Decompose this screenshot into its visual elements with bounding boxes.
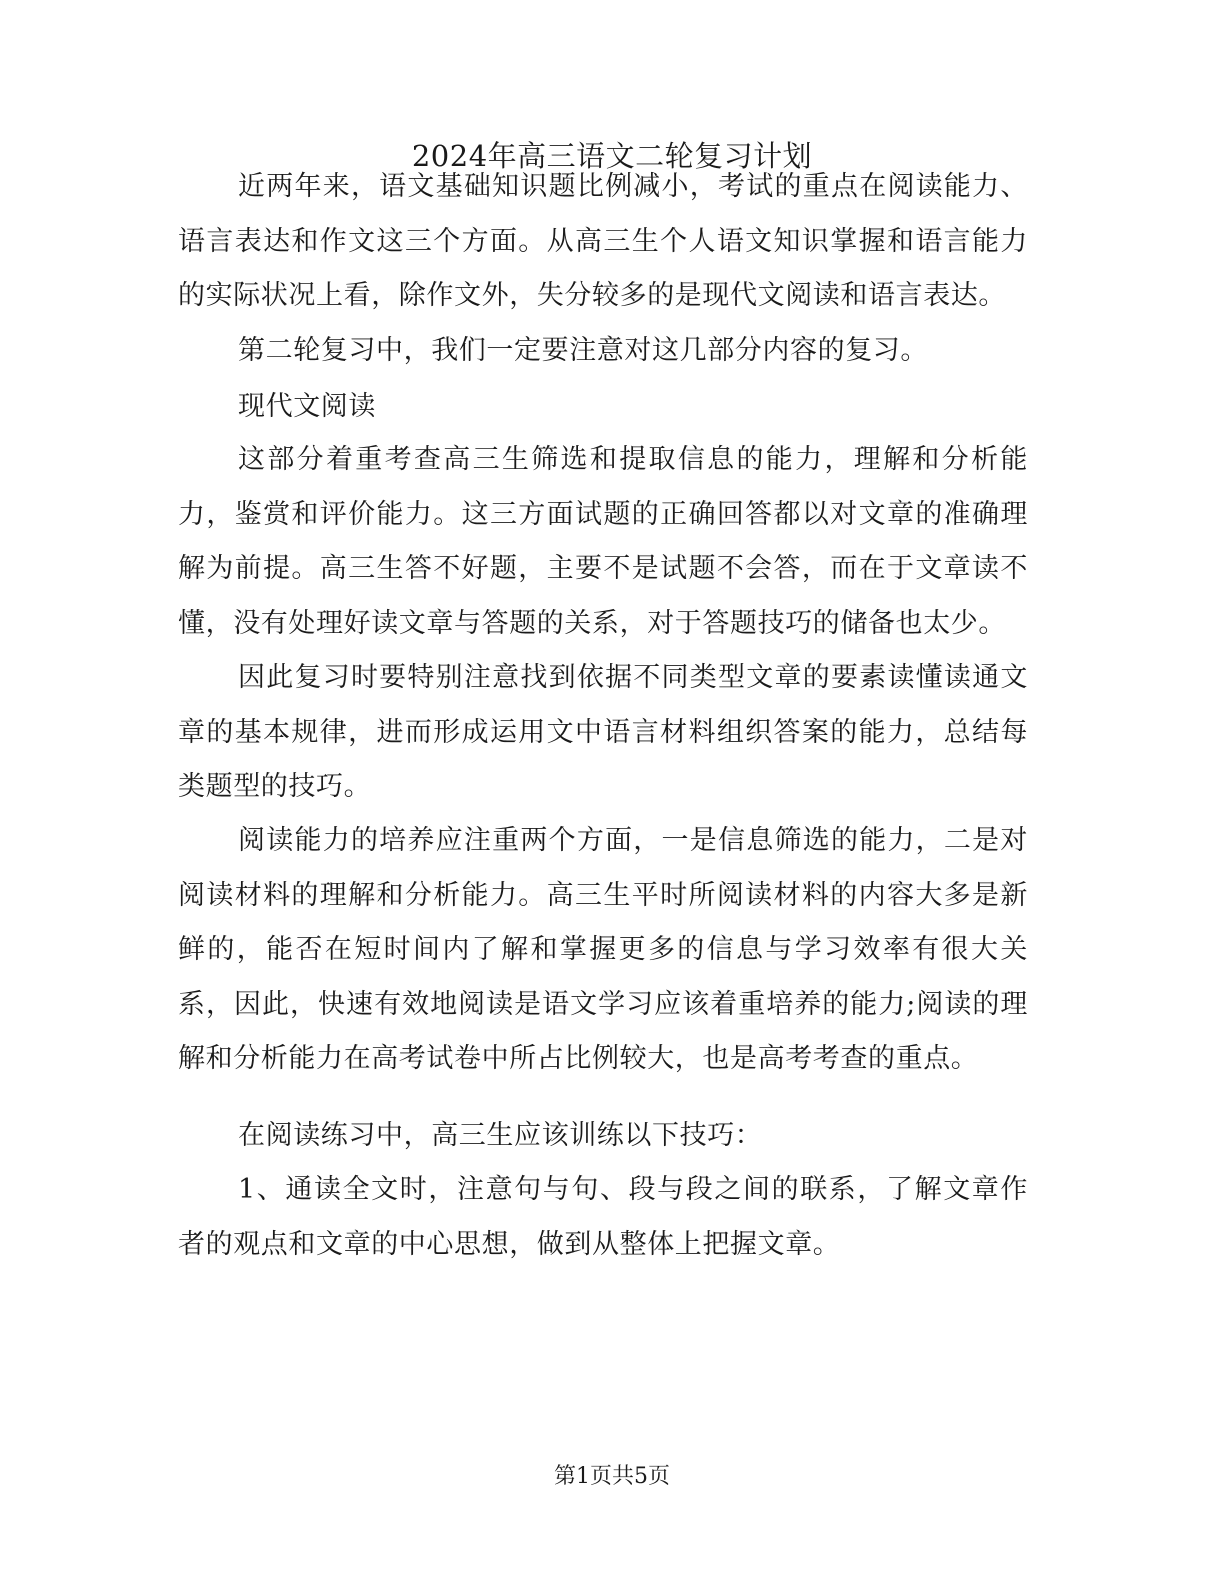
paragraph-tip-1: 1、通读全文时，注意句与句、段与段之间的联系，了解文章作者的观点和文章的中心思想，做到从整体上把握文章。 bbox=[178, 1174, 1028, 1260]
paragraph-reading-training: 阅读能力的培养应注重两个方面，一是信息筛选的能力，二是对阅读材料的理解和分析能力。高三生平时所阅读材料的内容大多是新鲜的，能否在短时间内了解和掌握更多的信息与学习效率有很大关系，因此，快速有效地阅读是语文学习应该着重培养的能力;阅读的理解和分析能力在高考试卷中所占比例较大，也是高考考查的重点。 bbox=[178, 825, 1028, 1074]
paragraph-review-focus: 因此复习时要特别注意找到依据不同类型文章的要素读懂读通文章的基本规律，进而形成运用文中语言材料组织答案的能力，总结每类题型的技巧。 bbox=[178, 662, 1028, 802]
paragraph-reading-abilities: 这部分着重考查高三生筛选和提取信息的能力，理解和分析能力，鉴赏和评价能力。这三方面试题的正确回答都以对文章的准确理解为前提。高三生答不好题，主要不是试题不会答，而在于文章读不懂，没有处理好读文章与答题的关系，对于答题技巧的储备也太少。 bbox=[178, 444, 1028, 639]
page-title: 2024年高三语文二轮复习计划 bbox=[411, 139, 813, 173]
page-footer: 第1页共5页 bbox=[554, 1464, 670, 1489]
section-heading-modern-reading: 现代文阅读 bbox=[238, 391, 376, 422]
paragraph-practice-intro: 在阅读练习中，高三生应该训练以下技巧： bbox=[238, 1120, 763, 1151]
paragraph-intro: 近两年来，语文基础知识题比例减小，考试的重点在阅读能力、语言表达和作文这三个方面。从高三生个人语文知识掌握和语言能力的实际状况上看，除作文外，失分较多的是现代文阅读和语言表达。 bbox=[178, 171, 1028, 311]
paragraph-second-round: 第二轮复习中，我们一定要注意对这几部分内容的复习。 bbox=[238, 335, 928, 366]
